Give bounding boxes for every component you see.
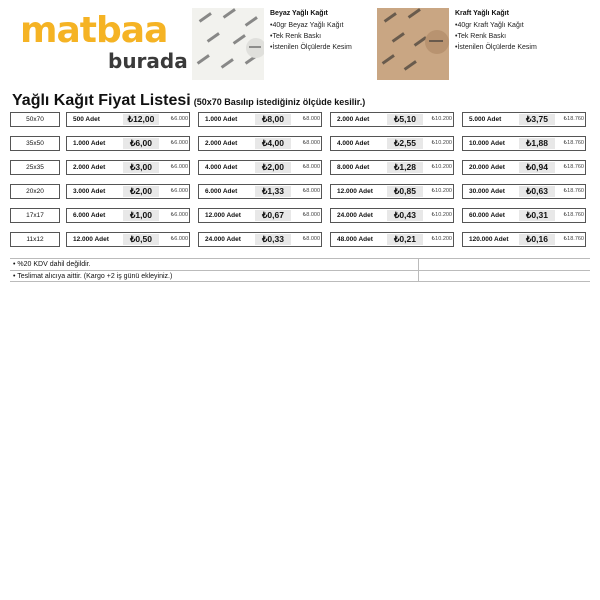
total-price-cell: ₺6.000 <box>170 236 188 242</box>
total-price-cell: ₺6.000 <box>170 188 188 194</box>
table-row <box>10 232 590 247</box>
logo-text-burada: burada <box>108 49 188 73</box>
product-title: Beyaz Yağlı Kağıt <box>270 10 328 17</box>
logo-text-matbaa: matbaa <box>20 10 168 51</box>
unit-price-cell: ₺1,88 <box>519 138 555 149</box>
unit-price-cell: ₺4,00 <box>255 138 291 149</box>
price-group <box>462 208 586 223</box>
quantity-cell: 2.000 Adet <box>337 116 370 123</box>
quantity-cell: 6.000 Adet <box>73 212 106 219</box>
table-row <box>10 112 590 127</box>
product-feature: •40gr Beyaz Yağlı Kağıt <box>270 22 344 29</box>
unit-price-cell: ₺12,00 <box>123 114 159 125</box>
price-group <box>462 136 586 151</box>
price-group <box>198 112 322 127</box>
quantity-cell: 2.000 Adet <box>73 164 106 171</box>
total-price-cell: ₺18.760 <box>563 140 584 146</box>
unit-price-cell: ₺1,33 <box>255 186 291 197</box>
product-image-white <box>192 8 264 80</box>
total-price-cell: ₺18.760 <box>563 188 584 194</box>
unit-price-cell: ₺2,00 <box>255 162 291 173</box>
table-row <box>10 160 590 175</box>
total-price-cell: ₺8.000 <box>302 140 320 146</box>
page-subtitle: (50x70 Basılıp istediğiniz ölçüde kesilir.) <box>193 97 366 107</box>
total-price-cell: ₺6.000 <box>170 212 188 218</box>
price-list-heading <box>12 92 365 110</box>
note-vat: • %20 KDV dahil değildir. <box>10 258 590 270</box>
unit-price-cell: ₺2,00 <box>123 186 159 197</box>
total-price-cell: ₺8.000 <box>302 164 320 170</box>
product-info-white <box>270 8 380 53</box>
quantity-cell: 4.000 Adet <box>337 140 370 147</box>
quantity-cell: 24.000 Adet <box>205 236 241 243</box>
unit-price-cell: ₺3,00 <box>123 162 159 173</box>
unit-price-cell: ₺0,50 <box>123 234 159 245</box>
quantity-cell: 5.000 Adet <box>469 116 502 123</box>
quantity-cell: 1.000 Adet <box>73 140 106 147</box>
unit-price-cell: ₺0,63 <box>519 186 555 197</box>
unit-price-cell: ₺8,00 <box>255 114 291 125</box>
quantity-cell: 4.000 Adet <box>205 164 238 171</box>
product-title: Kraft Yağlı Kağıt <box>455 10 509 17</box>
table-row <box>10 208 590 223</box>
unit-price-cell: ₺3,75 <box>519 114 555 125</box>
product-feature: •Tek Renk Baskı <box>270 33 322 40</box>
quantity-cell: 120.000 Adet <box>469 236 509 243</box>
table-row <box>10 136 590 151</box>
total-price-cell: ₺10.200 <box>431 140 452 146</box>
unit-price-cell: ₺0,16 <box>519 234 555 245</box>
total-price-cell: ₺10.200 <box>431 212 452 218</box>
quantity-cell: 8.000 Adet <box>337 164 370 171</box>
product-feature: •Tek Renk Baskı <box>455 33 507 40</box>
price-group <box>462 160 586 175</box>
unit-price-cell: ₺0,31 <box>519 210 555 221</box>
total-price-cell: ₺6.000 <box>170 116 188 122</box>
price-group <box>66 112 190 127</box>
total-price-cell: ₺18.760 <box>563 236 584 242</box>
notes <box>10 258 590 282</box>
unit-price-cell: ₺6,00 <box>123 138 159 149</box>
price-group <box>66 160 190 175</box>
unit-price-cell: ₺0,21 <box>387 234 423 245</box>
price-group <box>330 208 454 223</box>
product-image-kraft <box>377 8 449 80</box>
size-cell: 35x50 <box>10 136 60 151</box>
price-group <box>462 184 586 199</box>
price-group <box>198 208 322 223</box>
page-title: Yağlı Kağıt Fiyat Listesi <box>12 92 191 109</box>
unit-price-cell: ₺5,10 <box>387 114 423 125</box>
quantity-cell: 1.000 Adet <box>205 116 238 123</box>
unit-price-cell: ₺0,33 <box>255 234 291 245</box>
size-cell: 50x70 <box>10 112 60 127</box>
price-group <box>66 184 190 199</box>
size-cell: 20x20 <box>10 184 60 199</box>
price-group <box>330 232 454 247</box>
quantity-cell: 60.000 Adet <box>469 212 505 219</box>
price-group <box>330 184 454 199</box>
size-cell: 25x35 <box>10 160 60 175</box>
total-price-cell: ₺18.760 <box>563 164 584 170</box>
price-group <box>462 112 586 127</box>
quantity-cell: 20.000 Adet <box>469 164 505 171</box>
quantity-cell: 12.000 Adet <box>205 212 241 219</box>
product-info-kraft <box>455 8 565 53</box>
unit-price-cell: ₺0,67 <box>255 210 291 221</box>
quantity-cell: 10.000 Adet <box>469 140 505 147</box>
price-group <box>330 136 454 151</box>
total-price-cell: ₺6.000 <box>170 140 188 146</box>
price-group <box>66 232 190 247</box>
total-price-cell: ₺10.200 <box>431 164 452 170</box>
price-group <box>330 112 454 127</box>
size-cell: 17x17 <box>10 208 60 223</box>
price-group <box>66 208 190 223</box>
total-price-cell: ₺10.200 <box>431 116 452 122</box>
price-group <box>66 136 190 151</box>
quantity-cell: 12.000 Adet <box>337 188 373 195</box>
total-price-cell: ₺8.000 <box>302 116 320 122</box>
total-price-cell: ₺10.200 <box>431 188 452 194</box>
price-group <box>198 232 322 247</box>
quantity-cell: 2.000 Adet <box>205 140 238 147</box>
price-group <box>462 232 586 247</box>
quantity-cell: 30.000 Adet <box>469 188 505 195</box>
unit-price-cell: ₺2,55 <box>387 138 423 149</box>
brand-logo <box>20 10 188 73</box>
table-row <box>10 184 590 199</box>
price-group <box>330 160 454 175</box>
quantity-cell: 12.000 Adet <box>73 236 109 243</box>
product-feature: •İstenilen Ölçülerde Kesim <box>455 44 537 51</box>
price-group <box>198 160 322 175</box>
quantity-cell: 500 Adet <box>73 116 100 123</box>
total-price-cell: ₺8.000 <box>302 236 320 242</box>
unit-price-cell: ₺1,00 <box>123 210 159 221</box>
total-price-cell: ₺10.200 <box>431 236 452 242</box>
quantity-cell: 3.000 Adet <box>73 188 106 195</box>
unit-price-cell: ₺0,94 <box>519 162 555 173</box>
total-price-cell: ₺8.000 <box>302 212 320 218</box>
total-price-cell: ₺8.000 <box>302 188 320 194</box>
total-price-cell: ₺18.760 <box>563 212 584 218</box>
notes-divider <box>418 258 419 282</box>
total-price-cell: ₺6.000 <box>170 164 188 170</box>
product-feature: •40gr Kraft Yağlı Kağıt <box>455 22 524 29</box>
price-group <box>198 184 322 199</box>
note-shipping: • Teslimat alıcıya aittir. (Kargo +2 iş günü ekleyiniz.) <box>10 270 590 282</box>
quantity-cell: 48.000 Adet <box>337 236 373 243</box>
unit-price-cell: ₺0,85 <box>387 186 423 197</box>
unit-price-cell: ₺1,28 <box>387 162 423 173</box>
unit-price-cell: ₺0,43 <box>387 210 423 221</box>
quantity-cell: 24.000 Adet <box>337 212 373 219</box>
size-cell: 11x12 <box>10 232 60 247</box>
price-group <box>198 136 322 151</box>
product-feature: •İstenilen Ölçülerde Kesim <box>270 44 352 51</box>
quantity-cell: 6.000 Adet <box>205 188 238 195</box>
total-price-cell: ₺18.760 <box>563 116 584 122</box>
